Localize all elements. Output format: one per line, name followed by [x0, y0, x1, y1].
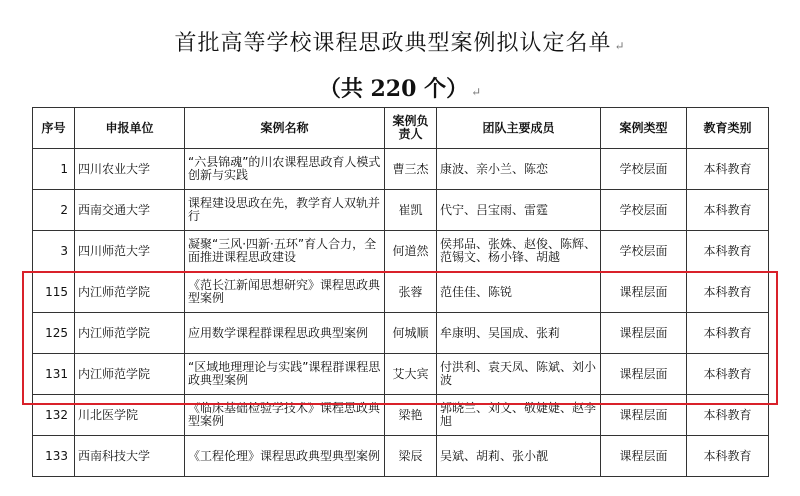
- row-case-name: 《范长江新闻思想研究》课程思政典型案例: [185, 272, 385, 313]
- row-case-type: 学校层面: [601, 190, 687, 231]
- row-case-type: 课程层面: [601, 354, 687, 395]
- row-case-type: 学校层面: [601, 149, 687, 190]
- row-no: 132: [33, 395, 75, 436]
- row-lead: 梁艳: [385, 395, 437, 436]
- row-members: 代宁、吕宝雨、雷霆: [437, 190, 601, 231]
- table-row: [33, 231, 769, 272]
- page-title: 首批高等学校课程思政典型案例拟认定名单 ↵: [174, 31, 626, 56]
- table-row: [33, 149, 769, 190]
- row-case-type: 学校层面: [601, 231, 687, 272]
- table-row: [33, 190, 769, 231]
- row-unit: 西南交通大学: [75, 190, 185, 231]
- table-header-row: [33, 108, 769, 149]
- row-unit: 内江师范学院: [75, 313, 185, 354]
- row-lead: 艾大宾: [385, 354, 437, 395]
- header-unit: 申报单位: [75, 108, 185, 149]
- row-members: 康波、亲小兰、陈恋: [437, 149, 601, 190]
- row-education-level: 本科教育: [687, 149, 769, 190]
- row-lead: 张蓉: [385, 272, 437, 313]
- row-education-level: 本科教育: [687, 272, 769, 313]
- row-unit: 川北医学院: [75, 395, 185, 436]
- header-no: 序号: [33, 108, 75, 149]
- row-no: 2: [33, 190, 75, 231]
- row-members: 牟康明、吴国成、张莉: [437, 313, 601, 354]
- header-members: 团队主要成员: [437, 108, 601, 149]
- row-case-type: 课程层面: [601, 395, 687, 436]
- header-case-name: 案例名称: [185, 108, 385, 149]
- row-no: 115: [33, 272, 75, 313]
- row-lead: 梁辰: [385, 436, 437, 477]
- row-case-name: “六县锦魂”的川农课程思政育人模式创新与实践: [185, 149, 385, 190]
- row-case-type: 课程层面: [601, 313, 687, 354]
- row-education-level: 本科教育: [687, 313, 769, 354]
- row-case-name: “区域地理理论与实践”课程群课程思政典型案例: [185, 354, 385, 395]
- row-no: 125: [33, 313, 75, 354]
- row-education-level: 本科教育: [687, 436, 769, 477]
- row-unit: 内江师范学院: [75, 354, 185, 395]
- row-case-type: 课程层面: [601, 272, 687, 313]
- row-unit: 四川师范大学: [75, 231, 185, 272]
- row-education-level: 本科教育: [687, 395, 769, 436]
- row-education-level: 本科教育: [687, 190, 769, 231]
- header-case-type: 案例类型: [601, 108, 687, 149]
- row-no: 133: [33, 436, 75, 477]
- row-case-name: 凝聚“三风·四新·五环”育人合力，全面推进课程思政建设: [185, 231, 385, 272]
- table-row: [33, 354, 769, 395]
- row-no: 1: [33, 149, 75, 190]
- header-lead: 案例负责人: [385, 108, 437, 149]
- row-no: 131: [33, 354, 75, 395]
- row-members: 郭晓兰、刘文、敬婕婕、赵李旭: [437, 395, 601, 436]
- row-case-name: 《临床基础检验学技术》课程思政典型案例: [185, 395, 385, 436]
- header-education-level: 教育类别: [687, 108, 769, 149]
- row-lead: 何道然: [385, 231, 437, 272]
- row-no: 3: [33, 231, 75, 272]
- row-case-name: 《工程伦理》课程思政典型典型案例: [185, 436, 385, 477]
- case-list-table: [32, 107, 768, 477]
- row-unit: 四川农业大学: [75, 149, 185, 190]
- row-members: 吴斌、胡莉、张小靓: [437, 436, 601, 477]
- table-row: [33, 313, 769, 354]
- table-row: [33, 272, 769, 313]
- row-unit: 内江师范学院: [75, 272, 185, 313]
- row-lead: 曹三杰: [385, 149, 437, 190]
- row-members: 范佳佳、陈锐: [437, 272, 601, 313]
- row-education-level: 本科教育: [687, 231, 769, 272]
- row-lead: 何城顺: [385, 313, 437, 354]
- row-case-type: 课程层面: [601, 436, 687, 477]
- row-lead: 崔凯: [385, 190, 437, 231]
- row-members: 付洪利、袁天凤、陈斌、刘小波: [437, 354, 601, 395]
- row-education-level: 本科教育: [687, 354, 769, 395]
- row-members: 侯邦品、张姝、赵俊、陈辉、范锡文、杨小锋、胡越: [437, 231, 601, 272]
- table-row: [33, 436, 769, 477]
- row-case-name: 课程建设思政在先，教学育人双轨并行: [185, 190, 385, 231]
- row-unit: 西南科技大学: [75, 436, 185, 477]
- page-subtitle: （共 220 个） ↵: [318, 76, 482, 102]
- row-case-name: 应用数学课程群课程思政典型案例: [185, 313, 385, 354]
- table-row: [33, 395, 769, 436]
